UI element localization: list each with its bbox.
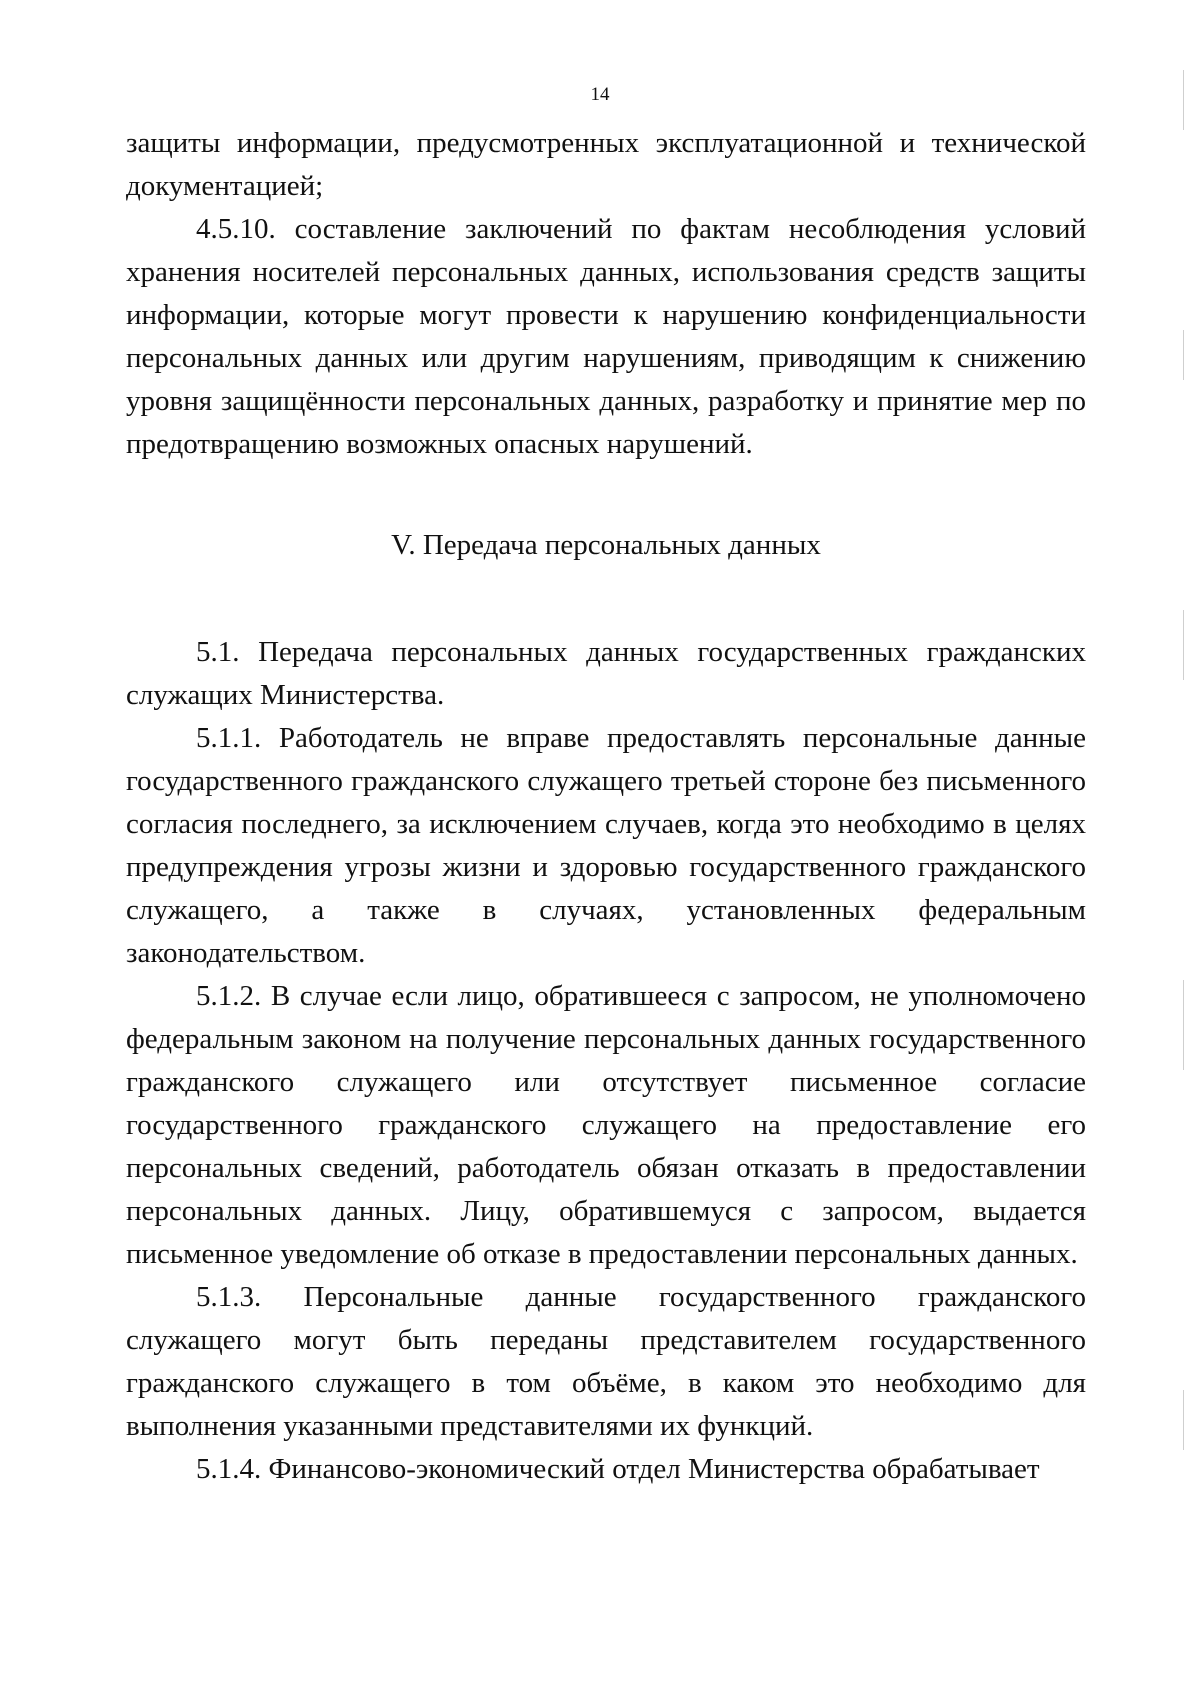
scan-edge-mark [1183, 980, 1184, 1070]
paragraph-5-1: 5.1. Передача персональных данных государственных гражданских служащих Министерства. [126, 636, 1086, 711]
scan-edge-mark [1183, 1390, 1184, 1450]
scan-edge-mark [1183, 70, 1184, 130]
paragraph-5-1-3: 5.1.3. Персональные данные государственного гражданского служащего могут быть переданы представителем государственного гражданского служащего в том объёме, в каком это необходимо для выполнения указанными представителями их функций. [126, 1281, 1086, 1442]
paragraph-continuation: защиты информации, предусмотренных эксплуатационной и технической документацией; [126, 127, 1086, 202]
paragraph-5-1-1: 5.1.1. Работодатель не вправе предоставлять персональные данные государственного гражданского служащего третьей стороне без письменного согласия последнего, за исключением случаев, когда это необходимо в целях предупреждения угрозы жизни и здоровью государственного гражданского служащего, а также в случаях, установленных федеральным законодательством. [126, 722, 1086, 969]
scan-edge-mark [1183, 610, 1184, 680]
document-body [126, 122, 1086, 1491]
paragraph-4-5-10: 4.5.10. составление заключений по фактам несоблюдения условий хранения носителей персональных данных, использования средств защиты информации, которые могут провести к нарушению конфиденциальности персональных данных или другим нарушениям, приводящим к снижению уровня защищённости персональных данных, разработку и принятие мер по предотвращению возможных опасных нарушений. [126, 213, 1086, 460]
paragraph-5-1-2: 5.1.2. В случае если лицо, обратившееся с запросом, не уполномочено федеральным законом на получение персональных данных государственного гражданского служащего или отсутствует письменное согласие государственного гражданского служащего на предоставление его персональных сведений, работодатель обязан отказать в предоставлении персональных данных. Лицу, обратившемуся с запросом, выдается письменное уведомление об отказе в предоставлении персональных данных. [126, 980, 1086, 1270]
scan-edge-mark [1183, 330, 1184, 380]
section-heading: V. Передача персональных данных [391, 529, 821, 561]
paragraph-5-1-4: 5.1.4. Финансово-экономический отдел Министерства обрабатывает [196, 1453, 1040, 1485]
page-number: 14 [590, 84, 610, 105]
